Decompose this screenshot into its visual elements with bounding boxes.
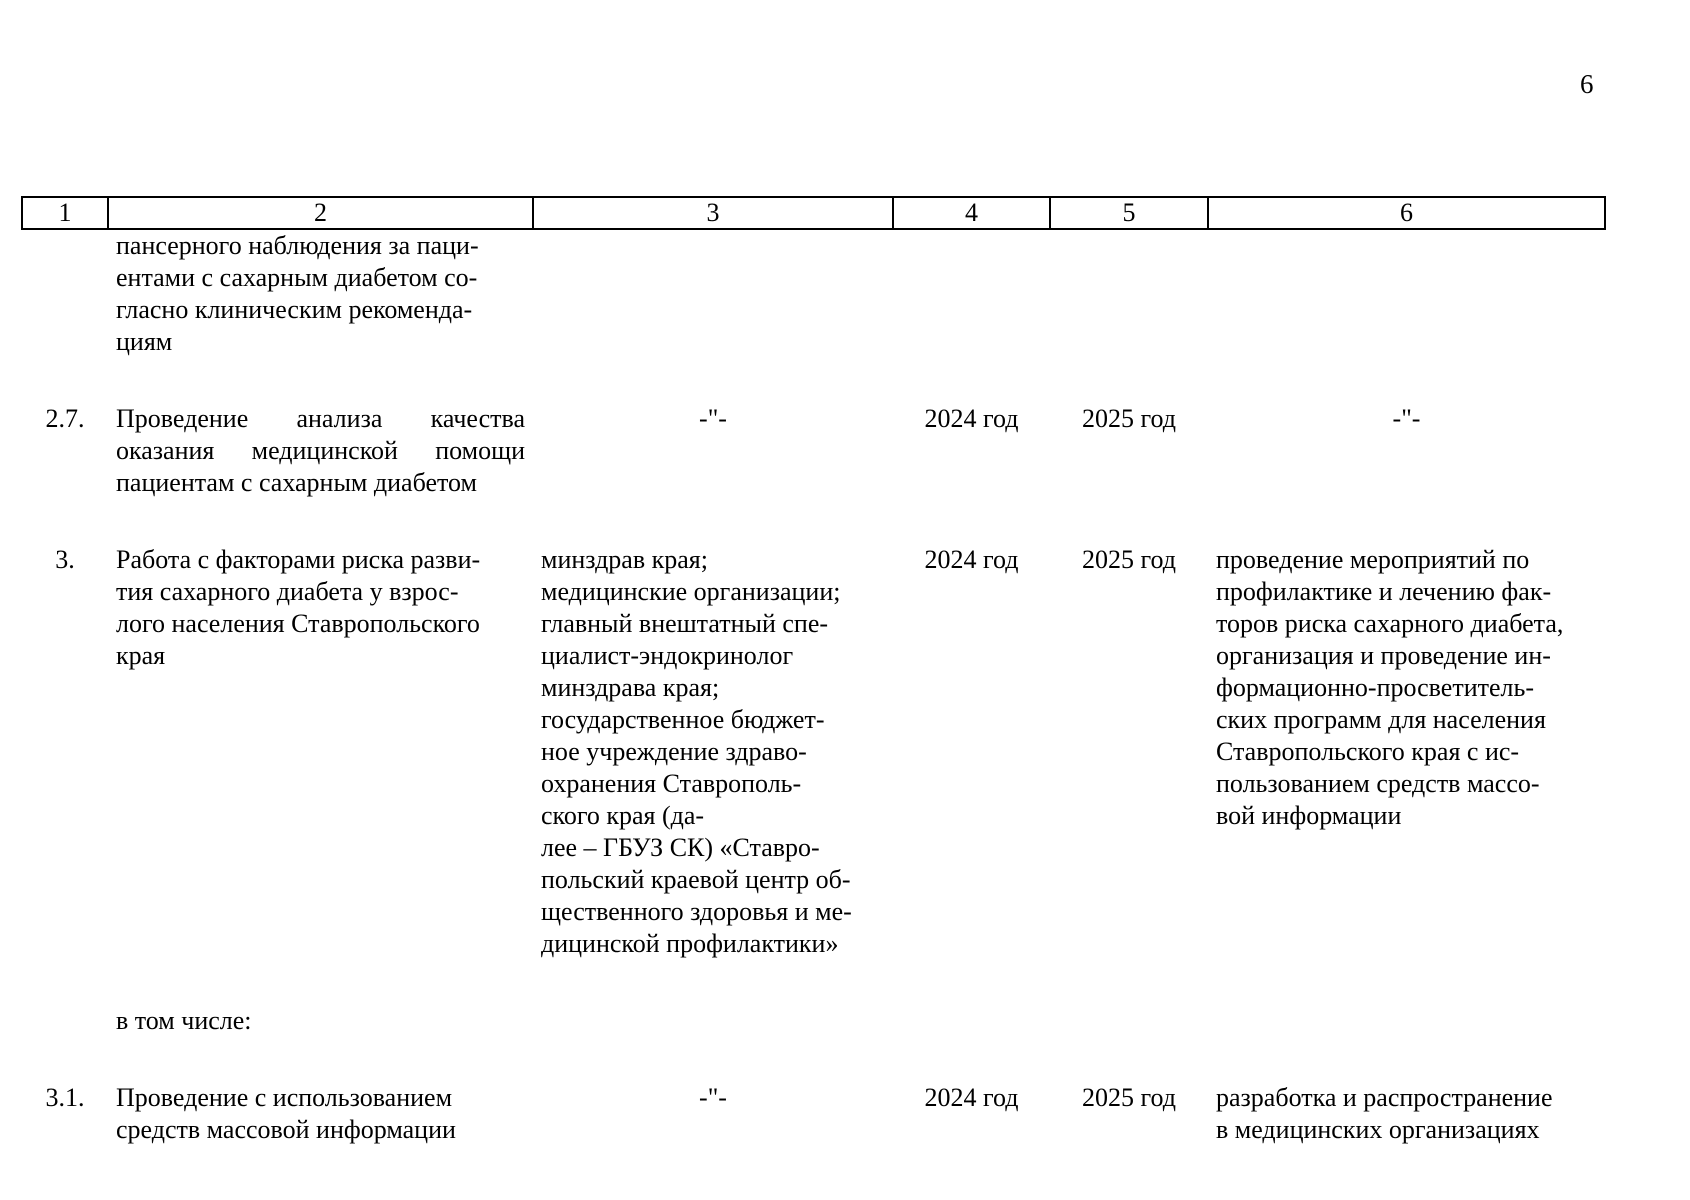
measure-name: Проведение с использованием средств массовой информации	[116, 1083, 456, 1144]
column-header-5: 5	[1050, 197, 1208, 229]
executor	[533, 229, 893, 358]
measure-name: в том числе:	[116, 1006, 252, 1035]
start-date: 2024 год	[924, 404, 1019, 433]
end-date	[1050, 960, 1208, 1037]
table-row	[22, 960, 1605, 1037]
end-date: 2025 год	[1082, 545, 1176, 574]
start-date: 2024 год	[924, 545, 1019, 574]
row-number	[22, 229, 108, 358]
executor: -"-	[699, 404, 727, 433]
expected-result	[1208, 960, 1605, 1037]
table-row	[22, 499, 1605, 960]
start-date	[893, 229, 1050, 358]
end-date: 2025 год	[1082, 1083, 1176, 1112]
expected-result	[1208, 229, 1605, 358]
page-number: 6	[1580, 69, 1594, 99]
row-number	[22, 960, 108, 1037]
table-row	[22, 358, 1605, 499]
column-header-2: 2	[108, 197, 533, 229]
row-number: 3.	[55, 545, 75, 574]
expected-result: разработка и распространение в медицинских организациях	[1216, 1083, 1553, 1144]
measures-table	[21, 196, 1606, 1146]
executor: -"-	[699, 1083, 727, 1112]
executor	[533, 960, 893, 1037]
measure-name: Проведение анализа качества оказания медицинской помощи пациентам с сахарным диабетом	[116, 404, 525, 497]
row-number: 3.1.	[45, 1083, 85, 1112]
column-header-1: 1	[22, 197, 108, 229]
expected-result: -"-	[1392, 404, 1421, 433]
column-header-4: 4	[893, 197, 1050, 229]
table-row	[22, 229, 1605, 358]
column-numbers-row	[22, 197, 1605, 229]
start-date: 2024 год	[924, 1083, 1019, 1112]
end-date: 2025 год	[1082, 404, 1176, 433]
measure-name: Работа с факторами риска разви- тия сахарного диабета у взрос- лого населения Ставропольского края	[116, 545, 481, 670]
table-row	[22, 1037, 1605, 1146]
column-header-6: 6	[1208, 197, 1605, 229]
end-date	[1050, 229, 1208, 358]
executor: минздрав края; медицинские организации; главный внештатный спе- циалист-эндокринолог минздрава края; государственное бюджет- ное учреждение здраво- охранения Ставрополь- ского края (да- лее – ГБУЗ СК) «Ставро- польский краевой центр об- щественного здоровья и ме- дицинской профилактики»	[541, 545, 852, 958]
column-header-3: 3	[533, 197, 893, 229]
start-date	[893, 960, 1050, 1037]
row-number: 2.7.	[45, 404, 85, 433]
expected-result: проведение мероприятий по профилактике и лечению фак- торов риска сахарного диабета, организация и проведение ин- формационно-просветитель- ских программ для населения Ставропольского края с ис- пользованием средств массо- вой информации	[1216, 545, 1564, 830]
measure-name: пансерного наблюдения за паци- ентами с сахарным диабетом со- гласно клиническим рекоменда- циям	[116, 231, 479, 356]
